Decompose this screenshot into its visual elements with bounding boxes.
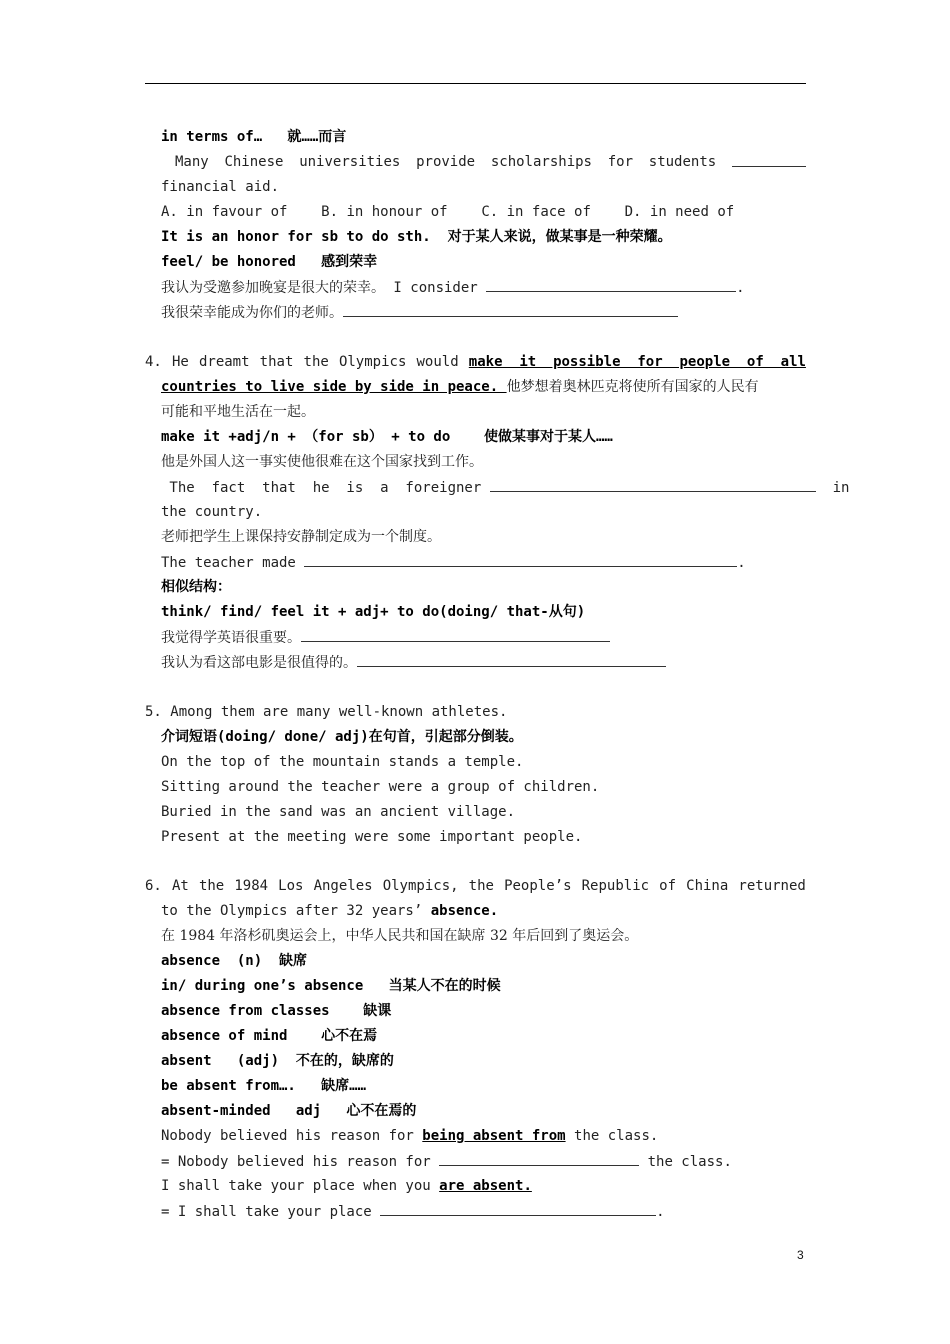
exercise-text: 我认为受邀参加晚宴是很大的荣幸。 I consider (161, 280, 478, 296)
answer-blank[interactable] (343, 302, 678, 317)
inversion-rule: 介词短语(doing/ done/ adj)在句首，引起部分倒装。 (161, 729, 523, 745)
q-word: students (648, 154, 717, 170)
exercise-line (161, 627, 610, 648)
options-line (161, 202, 734, 222)
question-line (161, 152, 806, 172)
q-word: Chinese (224, 154, 284, 170)
item-5-title: 5. Among them are many well-known athletes. (145, 704, 508, 720)
example-sentence (161, 1126, 658, 1146)
option-c[interactable]: C. in face of (481, 204, 591, 220)
option-d[interactable]: D. in need of (624, 204, 735, 220)
underlined-phrase: are absent. (439, 1178, 532, 1194)
sentence-text: I shall take your place when you (161, 1178, 440, 1194)
sentence-text: to the Olympics after 32 years’ (161, 903, 431, 919)
sentence-text: Nobody believed his reason for (161, 1128, 423, 1144)
example-sentence: On the top of the mountain stands a temple. (161, 754, 524, 770)
exercise-line: the country. (161, 504, 263, 520)
option-a[interactable]: A. in favour of (161, 204, 288, 220)
q-word: scholarships (490, 154, 592, 170)
sentence-text: = Nobody believed his reason for (161, 1154, 440, 1170)
example-sentence: Sitting around the teacher were a group of children. (161, 779, 600, 795)
exercise-text: The fact that he is a foreigner (161, 480, 482, 496)
word: At (171, 878, 189, 894)
example-sentence: Buried in the sand was an ancient village. (161, 804, 516, 820)
vocab-item: in/ during one’s absence 当某人不在的时候 (161, 978, 501, 994)
vocab-item: absence of mind 心不在焉 (161, 1028, 378, 1044)
word: Olympics (338, 354, 407, 370)
keyword-absence: absence. (430, 903, 499, 919)
word: Los (278, 878, 304, 894)
answer-blank[interactable] (490, 477, 816, 492)
item-6-line-1 (145, 876, 806, 896)
phrase-in-terms-of: in terms of… 就……而言 (161, 129, 347, 145)
item-number: 4. (145, 354, 162, 370)
word: dreamt (198, 354, 250, 370)
vocab-item: absence (n) 缺席 (161, 953, 308, 969)
answer-blank[interactable] (380, 1201, 656, 1216)
page-number: 3 (797, 1248, 804, 1262)
honor-rule: It is an honor for sb to do sth. 对于某人来说，做某事是一种荣耀。 (161, 229, 672, 245)
vocab-item: absent-minded adj 心不在焉的 (161, 1103, 417, 1119)
item-4-line-3: 可能和平地生活在一起。 (161, 404, 315, 420)
word: would (416, 354, 459, 370)
answer-blank[interactable] (357, 652, 666, 667)
option-b[interactable]: B. in honour of (321, 204, 448, 220)
item-6-translation: 在 1984 年洛杉矶奥运会上，中华人民共和国在缺席 32 年后回到了奥运会。 (161, 928, 639, 944)
exercise-line (161, 652, 666, 673)
answer-blank[interactable] (732, 152, 806, 167)
exercise-text: 我觉得学英语很重要。 (161, 630, 301, 646)
sentence-text: = I shall take your place (161, 1204, 381, 1220)
example-sentence (161, 1176, 532, 1196)
word: the (198, 878, 225, 894)
question-end: financial aid. (161, 179, 280, 195)
exercise-line (161, 477, 849, 498)
word: China (686, 878, 729, 894)
vocab-item: absence from classes 缺课 (161, 1003, 392, 1019)
underlined-phrase: make it possible for people of all (468, 354, 806, 370)
q-word: universities (299, 154, 401, 170)
item-4-line-2 (161, 377, 759, 397)
vocab-item: absent (adj) 不在的，缺席的 (161, 1053, 394, 1069)
exercise-line: = I shall take your place . (161, 1201, 665, 1222)
exercise-cn: 老师把学生上课保持安静制定成为一个制度。 (161, 529, 441, 545)
item-4-line-1 (145, 352, 806, 372)
sentence-text: the class. (565, 1128, 659, 1144)
word: Angeles (313, 878, 373, 894)
q-word: for (607, 154, 634, 170)
word: 1984 (234, 878, 269, 894)
word: the (468, 878, 494, 894)
q-word: provide (416, 154, 476, 170)
word: People’s (504, 878, 572, 894)
exercise-text: in (832, 480, 850, 496)
q-word: Many (175, 154, 209, 170)
exercise-line (161, 1151, 732, 1172)
word: Republic (581, 878, 650, 894)
honored-rule: feel/ be honored 感到荣幸 (161, 254, 378, 270)
word: returned (738, 878, 806, 894)
exercise-text: 我很荣幸能成为你们的老师。 (161, 305, 343, 321)
word: He (171, 354, 189, 370)
word: Olympics, (382, 878, 459, 894)
underlined-phrase: being absent from (422, 1128, 566, 1144)
example-sentence: Present at the meeting were some important people. (161, 829, 583, 845)
exercise-text: The teacher made (161, 555, 296, 571)
translation: 他梦想着奥林匹克将使所有国家的人民有 (506, 379, 759, 395)
word: that (259, 354, 294, 370)
item-number: 6. (145, 878, 162, 894)
underlined-phrase: countries to live side by side in peace. (161, 379, 507, 395)
answer-blank[interactable] (304, 552, 737, 567)
similar-pattern: think/ find/ feel it + adj+ to do(doing/ that-从句) (161, 604, 586, 620)
word: the (303, 354, 329, 370)
exercise-text: 我认为看这部电影是很值得的。 (161, 655, 357, 671)
sentence-text: the class. (639, 1154, 732, 1170)
answer-blank[interactable] (301, 627, 610, 642)
exercise-line: 我认为受邀参加晚宴是很大的荣幸。 I consider . (161, 277, 745, 298)
make-it-rule: make it +adj/n + （for sb） + to do 使做某事对于某人…… (161, 429, 613, 445)
word: of (659, 878, 677, 894)
vocab-item: be absent from…. 缺席…… (161, 1078, 367, 1094)
header-rule (145, 83, 806, 84)
answer-blank[interactable] (486, 277, 736, 292)
exercise-cn: 他是外国人这一事实使他很难在这个国家找到工作。 (161, 454, 483, 470)
exercise-line (161, 302, 678, 323)
item-6-line-2 (161, 901, 498, 921)
similar-structure-heading: 相似结构： (161, 579, 231, 595)
answer-blank[interactable] (439, 1151, 639, 1166)
exercise-line: The teacher made . (161, 552, 746, 573)
